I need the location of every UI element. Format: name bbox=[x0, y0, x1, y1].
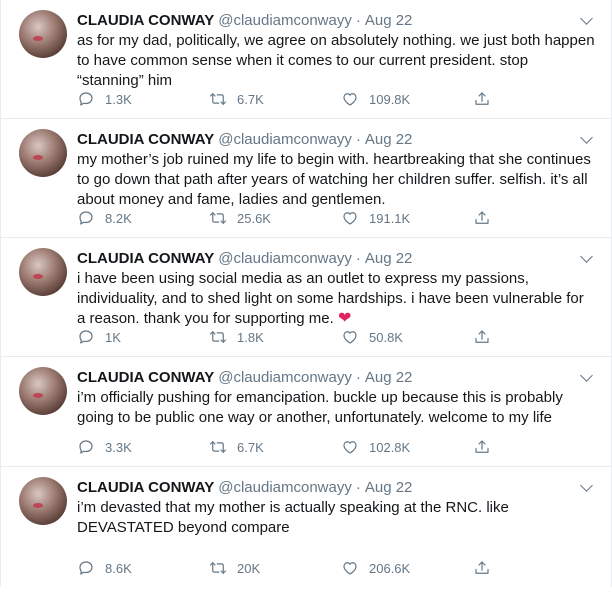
tweet-text: i have been using social media as an outlet to express my passions, individuality, and to shed light on some hardships. i have been vulnerable for a reason. thank you for supporting me. bbox=[77, 270, 584, 327]
share-button[interactable] bbox=[473, 209, 501, 227]
red-heart-emoji: ❤ bbox=[338, 310, 352, 327]
retweet-count: 20K bbox=[237, 560, 261, 576]
retweet-count: 1.8K bbox=[237, 329, 264, 345]
reply-icon bbox=[77, 438, 95, 456]
like-count: 102.8K bbox=[369, 439, 411, 455]
like-count: 50.8K bbox=[369, 329, 403, 345]
share-icon bbox=[473, 209, 491, 227]
reply-icon bbox=[77, 559, 95, 577]
avatar[interactable] bbox=[19, 248, 67, 296]
retweet-count: 6.7K bbox=[237, 91, 264, 107]
user-name[interactable]: CLAUDIA CONWAY bbox=[77, 478, 215, 496]
tweet-text: i’m officially pushing for emancipation. buckle up because this is probably going to be public one way or another, unfortunately. welcome to my life bbox=[77, 389, 563, 426]
share-icon bbox=[473, 90, 491, 108]
reply-count: 1K bbox=[105, 329, 121, 345]
avatar[interactable] bbox=[19, 367, 67, 415]
share-button[interactable] bbox=[473, 90, 501, 108]
tweet-header bbox=[77, 248, 595, 268]
tweet-text: my mother’s job ruined my life to begin with. heartbreaking that she continues to go down that path after years of watching her children suffer. selfish. it’s all about money and fame, ladies and gentlemen. bbox=[77, 151, 591, 208]
tweet-actions bbox=[77, 438, 501, 456]
retweet-icon bbox=[209, 90, 227, 108]
user-name[interactable]: CLAUDIA CONWAY bbox=[77, 368, 215, 386]
reply-count: 1.3K bbox=[105, 91, 132, 107]
like-count: 206.6K bbox=[369, 560, 411, 576]
heart-icon bbox=[341, 438, 359, 456]
tweet-header bbox=[77, 10, 595, 30]
avatar[interactable] bbox=[19, 129, 67, 177]
retweet-count: 6.7K bbox=[237, 439, 264, 455]
reply-button[interactable] bbox=[77, 90, 209, 108]
like-button[interactable] bbox=[341, 559, 473, 577]
tweet-header bbox=[77, 477, 595, 497]
user-handle[interactable]: @claudiamconwayy bbox=[218, 249, 352, 267]
retweet-count: 25.6K bbox=[237, 210, 271, 226]
tweet-text-block bbox=[77, 269, 595, 329]
tweet-date[interactable]: Aug 22 bbox=[364, 11, 413, 29]
user-name[interactable]: CLAUDIA CONWAY bbox=[77, 130, 215, 148]
like-button[interactable] bbox=[341, 90, 473, 108]
user-handle[interactable]: @claudiamconwayy bbox=[218, 130, 352, 148]
heart-icon bbox=[341, 559, 359, 577]
share-icon bbox=[473, 328, 491, 346]
like-count: 109.8K bbox=[369, 91, 411, 107]
heart-icon bbox=[341, 209, 359, 227]
heart-icon bbox=[341, 328, 359, 346]
tweet-actions bbox=[77, 559, 501, 577]
tweet-actions bbox=[77, 90, 501, 108]
retweet-button[interactable] bbox=[209, 209, 341, 227]
separator: · bbox=[355, 478, 361, 496]
tweet-actions bbox=[77, 328, 501, 346]
tweet-date[interactable]: Aug 22 bbox=[364, 368, 413, 386]
tweet[interactable] bbox=[1, 119, 611, 238]
tweet[interactable] bbox=[1, 467, 611, 587]
share-icon bbox=[473, 559, 491, 577]
separator: · bbox=[355, 249, 361, 267]
separator: · bbox=[355, 368, 361, 386]
reply-button[interactable] bbox=[77, 438, 209, 456]
user-name[interactable]: CLAUDIA CONWAY bbox=[77, 11, 215, 29]
reply-icon bbox=[77, 328, 95, 346]
tweet-date[interactable]: Aug 22 bbox=[364, 478, 413, 496]
reply-count: 3.3K bbox=[105, 439, 132, 455]
share-button[interactable] bbox=[473, 438, 501, 456]
retweet-button[interactable] bbox=[209, 438, 341, 456]
share-button[interactable] bbox=[473, 559, 501, 577]
reply-icon bbox=[77, 209, 95, 227]
reply-icon bbox=[77, 90, 95, 108]
heart-icon bbox=[341, 90, 359, 108]
separator: · bbox=[355, 130, 361, 148]
reply-count: 8.2K bbox=[105, 210, 132, 226]
like-button[interactable] bbox=[341, 209, 473, 227]
retweet-icon bbox=[209, 209, 227, 227]
reply-count: 8.6K bbox=[105, 560, 132, 576]
like-count: 191.1K bbox=[369, 210, 411, 226]
retweet-icon bbox=[209, 559, 227, 577]
tweet-text: i’m devasted that my mother is actually speaking at the RNC. like DEVASTATED beyond compare bbox=[77, 499, 509, 536]
tweet[interactable] bbox=[1, 357, 611, 467]
share-button[interactable] bbox=[473, 328, 501, 346]
retweet-button[interactable] bbox=[209, 328, 341, 346]
user-name[interactable]: CLAUDIA CONWAY bbox=[77, 249, 215, 267]
like-button[interactable] bbox=[341, 438, 473, 456]
tweet-header bbox=[77, 367, 595, 387]
retweet-button[interactable] bbox=[209, 90, 341, 108]
reply-button[interactable] bbox=[77, 559, 209, 577]
separator: · bbox=[355, 11, 361, 29]
retweet-button[interactable] bbox=[209, 559, 341, 577]
avatar[interactable] bbox=[19, 477, 67, 525]
tweet-date[interactable]: Aug 22 bbox=[364, 130, 413, 148]
retweet-icon bbox=[209, 328, 227, 346]
share-icon bbox=[473, 438, 491, 456]
user-handle[interactable]: @claudiamconwayy bbox=[218, 478, 352, 496]
reply-button[interactable] bbox=[77, 328, 209, 346]
tweet-header bbox=[77, 129, 595, 149]
tweet[interactable] bbox=[1, 0, 611, 119]
like-button[interactable] bbox=[341, 328, 473, 346]
user-handle[interactable]: @claudiamconwayy bbox=[218, 368, 352, 386]
avatar[interactable] bbox=[19, 10, 67, 58]
tweet-date[interactable]: Aug 22 bbox=[364, 249, 413, 267]
user-handle[interactable]: @claudiamconwayy bbox=[218, 11, 352, 29]
reply-button[interactable] bbox=[77, 209, 209, 227]
tweet[interactable] bbox=[1, 238, 611, 357]
tweet-text: as for my dad, politically, we agree on absolutely nothing. we just both happen to have common sense when it comes to our current president. stop “stanning” him bbox=[77, 32, 595, 89]
retweet-icon bbox=[209, 438, 227, 456]
tweet-actions bbox=[77, 209, 501, 227]
